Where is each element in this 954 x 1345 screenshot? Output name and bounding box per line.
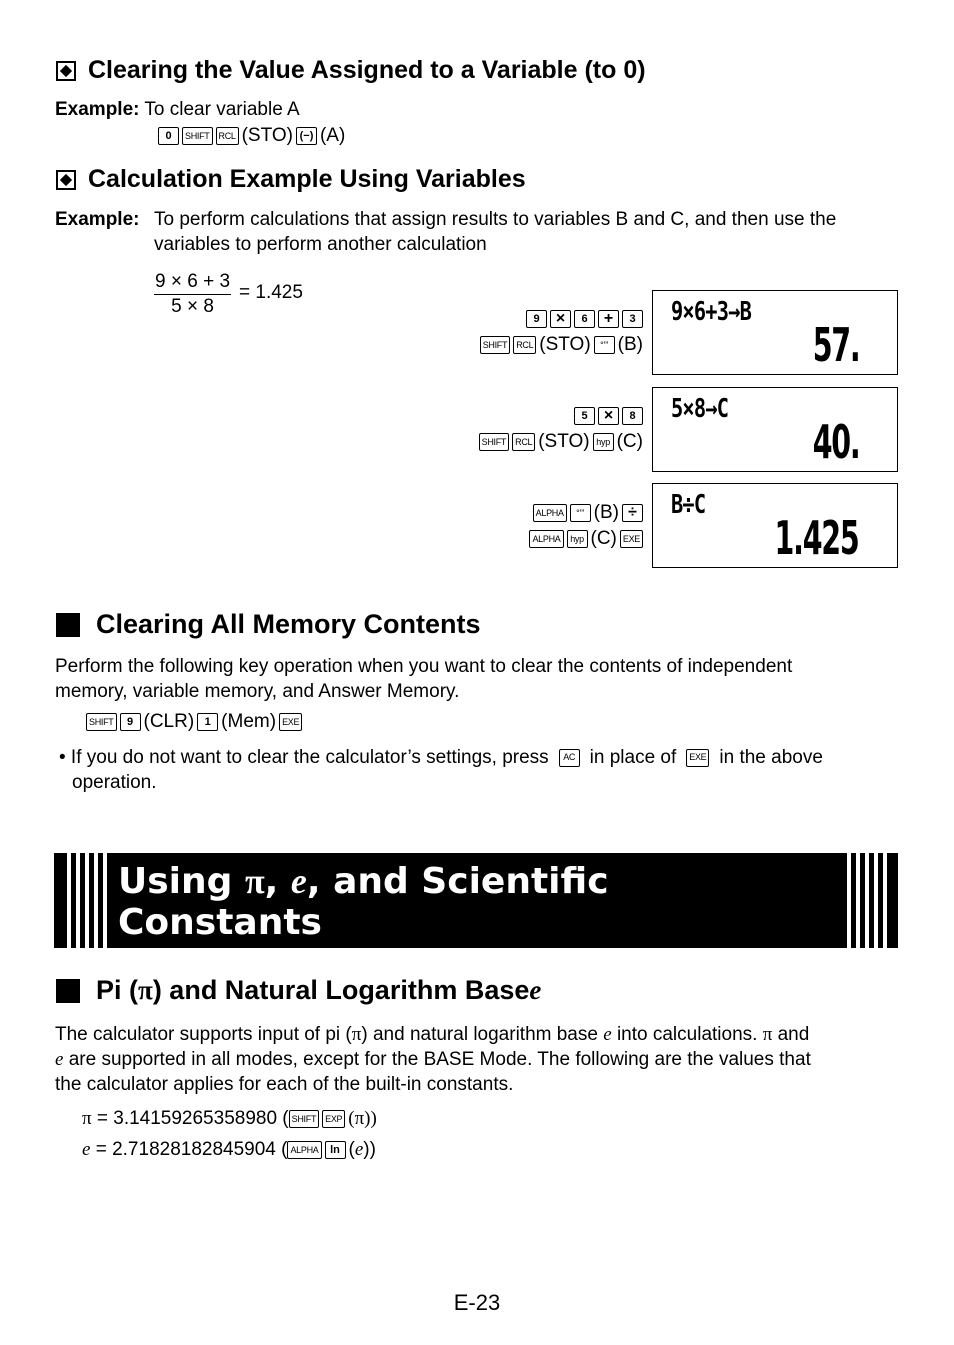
key-multiply[interactable]: × xyxy=(598,407,619,425)
key-alpha[interactable]: ALPHA xyxy=(529,530,563,548)
key-alpha[interactable]: ALPHA xyxy=(287,1141,321,1159)
heading-clear-all-memory: Clearing All Memory Contents xyxy=(56,609,481,640)
key-exp[interactable]: EXP xyxy=(322,1110,345,1128)
step-2-keys: 5 × 8 SHIFT RCL (STO) hyp (C) xyxy=(346,403,646,455)
key-plus[interactable]: + xyxy=(598,310,619,328)
key-shift[interactable]: SHIFT xyxy=(289,1110,320,1128)
diamond-icon xyxy=(56,170,76,190)
key-shift[interactable]: SHIFT xyxy=(480,336,511,354)
key-shift[interactable]: SHIFT xyxy=(86,713,117,731)
pi-value-line: π = 3.14159265358980 ( SHIFT EXP (π)) xyxy=(82,1108,377,1129)
key-0[interactable]: 0 xyxy=(158,127,179,145)
key-exe[interactable]: EXE xyxy=(686,749,709,767)
page-number: E-23 xyxy=(453,1290,501,1315)
key-ln[interactable]: ln xyxy=(325,1141,346,1159)
heading-pi-and-e: Pi ( π ) and Natural Logarithm Base e xyxy=(56,975,541,1006)
key-rcl[interactable]: RCL xyxy=(216,127,239,145)
step-1-keys: 9 × 6 + 3 SHIFT RCL (STO) °’’’ (B) xyxy=(346,306,646,358)
chapter-title: Using π, e, and Scientific Constants xyxy=(118,861,609,943)
square-bullet-icon xyxy=(56,613,80,637)
example-clear-variable: Example: To clear variable A xyxy=(55,99,300,120)
key-rcl[interactable]: RCL xyxy=(512,433,535,451)
lcd-display-2: 5×8→C 40. xyxy=(652,387,898,472)
lcd-display-3: B÷C 1.425 xyxy=(652,483,898,568)
clear-all-bullet: • If you do not want to clear the calculator’s settings, press AC in place of EXE in the above operation. xyxy=(59,747,823,793)
keyseq-clear-all: SHIFT 9 (CLR) 1 (Mem) EXE xyxy=(86,709,305,735)
key-alpha[interactable]: ALPHA xyxy=(533,504,567,522)
chapter-banner xyxy=(54,853,898,948)
step-3-keys: ALPHA °’’’ (B) ÷ ALPHA hyp (C) EXE xyxy=(346,500,646,552)
key-5[interactable]: 5 xyxy=(574,407,595,425)
key-shift[interactable]: SHIFT xyxy=(479,433,510,451)
diamond-icon xyxy=(56,61,76,81)
key-shift[interactable]: SHIFT xyxy=(182,127,213,145)
key-6[interactable]: 6 xyxy=(574,310,595,328)
key-8[interactable]: 8 xyxy=(622,407,643,425)
keyseq-clear-variable: 0 SHIFT RCL (STO) (−) (A) xyxy=(158,123,348,149)
fraction-expression: $\frac{9 \times 6 + 3}{5 \times 8}$ = 1.425 xyxy=(155,271,303,317)
example-calc-text: To perform calculations that assign results to variables B and C, and then use the variables to perform another calculation xyxy=(154,209,837,255)
clear-all-paragraph: Perform the following key operation when you want to clear the contents of independent memory, variable memory, and Answer Memory. xyxy=(55,656,793,702)
key-hyp[interactable]: hyp xyxy=(567,530,588,548)
pi-paragraph: The calculator supports input of pi (π) and natural logarithm base e into calculations. π and e are supported in all modes, except for the BASE Mode. The following are the values that the calculator applies for each of the built-in constants. xyxy=(55,1024,811,1095)
square-bullet-icon xyxy=(56,979,80,1003)
key-hyp[interactable]: hyp xyxy=(593,433,614,451)
key-1[interactable]: 1 xyxy=(197,713,218,731)
key-3[interactable]: 3 xyxy=(622,310,643,328)
key-divide[interactable]: ÷ xyxy=(622,504,643,522)
heading-calc-example: Calculation Example Using Variables xyxy=(56,165,526,194)
key-9[interactable]: 9 xyxy=(526,310,547,328)
heading-clear-variable: Clearing the Value Assigned to a Variable (to 0) xyxy=(56,56,646,85)
key-degree[interactable]: °’’’ xyxy=(570,504,591,522)
key-rcl[interactable]: RCL xyxy=(513,336,536,354)
key-exe[interactable]: EXE xyxy=(620,530,643,548)
key-9[interactable]: 9 xyxy=(120,713,141,731)
lcd-display-1: 9×6+3→B 57. xyxy=(652,290,898,375)
key-exe[interactable]: EXE xyxy=(279,713,302,731)
key-multiply[interactable]: × xyxy=(550,310,571,328)
example-calc-label: Example: xyxy=(55,209,140,230)
key-degree[interactable]: °’’’ xyxy=(594,336,615,354)
key-negative[interactable]: (−) xyxy=(296,127,317,145)
e-value-line: e = 2.71828182845904 ( ALPHA ln ( e )) xyxy=(82,1139,376,1160)
key-ac[interactable]: AC xyxy=(559,749,580,767)
